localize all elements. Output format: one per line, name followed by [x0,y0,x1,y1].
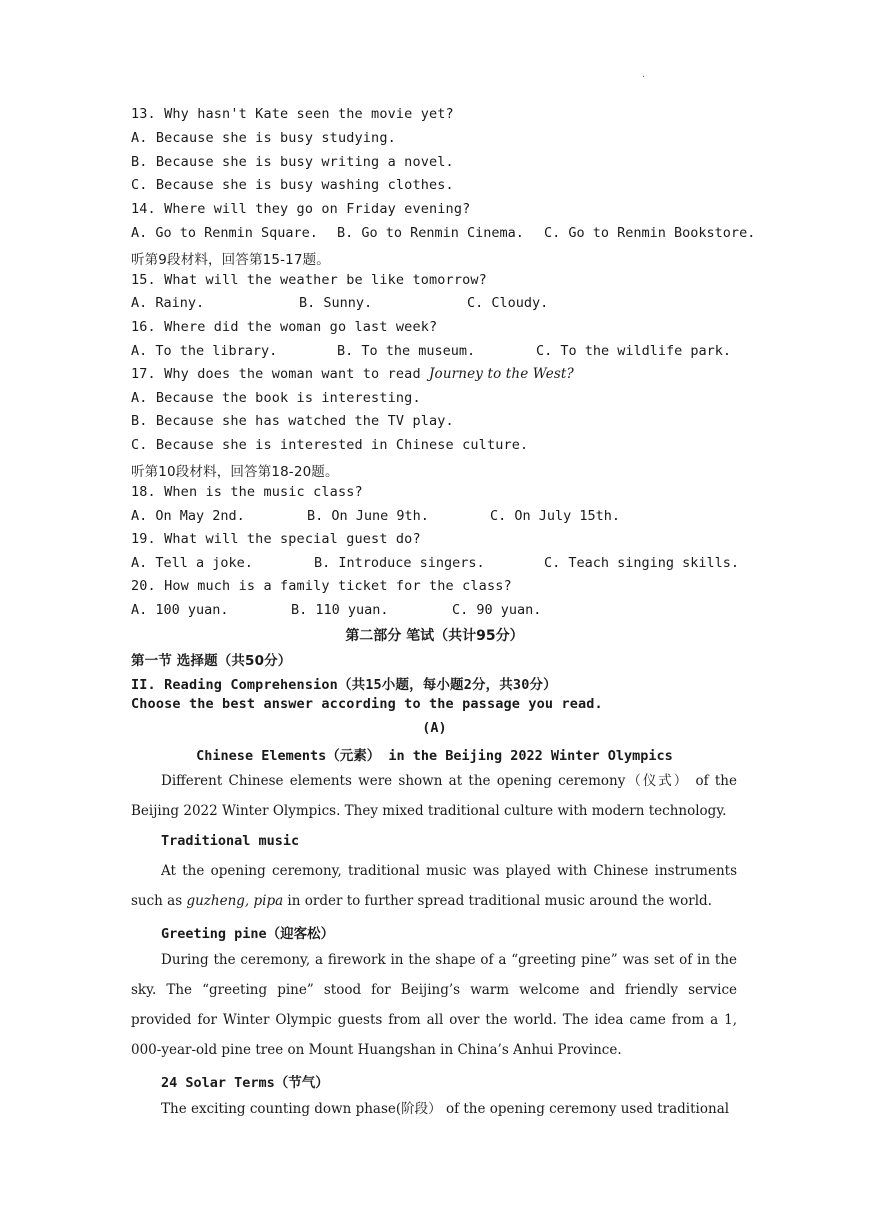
paragraph-greeting-pine: During the ceremony, a firework in the shape of a “greeting pine” was set of in the sky. The “greeting pine” stood for Beijing’s warm welcome and friendly service provided for Winter Olympic guests from all over the world. The idea came from a 1, 000-year-old pine tree on Mount Huangshan in China’s Anhui Province. [131,952,737,1058]
book-title: Journey to the West? [429,366,574,382]
option-17b: B. Because she has watched the TV play. [131,413,454,429]
option-15a: A. Rainy. [131,295,205,311]
option-19b: B. Introduce singers. [314,555,485,571]
question-17-text: 17. Why does the woman want to read [131,366,429,382]
question-17 [131,366,574,382]
p1-text-end: in order to further spread traditional music around the world. [283,893,712,909]
passage-intro: Different Chinese elements were shown at the opening ceremony（仪式） of the Beijing 2022 Winter Olympics. They mixed traditional culture with modern technology. [131,773,737,819]
option-16b: B. To the museum. [337,343,476,359]
question-13: 13. Why hasn't Kate seen the movie yet? [131,106,454,122]
option-16a: A. To the library. [131,343,278,359]
option-19a: A. Tell a joke. [131,555,253,571]
question-15: 15. What will the weather be like tomorrow? [131,272,487,288]
option-18a: A. On May 2nd. [131,508,245,524]
option-13b: B. Because she is busy writing a novel. [131,154,454,170]
paragraph-traditional-music [131,856,737,916]
heading-greeting-pine: Greeting pine（迎客松） [161,926,335,942]
option-17c: C. Because she is interested in Chinese culture. [131,437,529,453]
option-17a: A. Because the book is interesting. [131,390,421,406]
question-14: 14. Where will they go on Friday evening? [131,201,471,217]
option-15b: B. Sunny. [299,295,373,311]
question-19: 19. What will the special guest do? [131,531,421,547]
option-14a: A. Go to Renmin Square. [131,225,318,241]
question-18: 18. When is the music class? [131,484,363,500]
question-16: 16. Where did the woman go last week? [131,319,438,335]
option-14c: C. Go to Renmin Bookstore. [544,225,756,241]
option-13c: C. Because she is busy washing clothes. [131,177,454,193]
option-20c: C. 90 yuan. [452,602,542,618]
paragraph-solar-terms: The exciting counting down phase(阶段） of the opening ceremony used traditional [161,1101,730,1117]
passage-label: (A) [422,720,447,736]
part-2-title: 第二部分 笔试（共计95分） [345,628,524,644]
option-20a: A. 100 yuan. [131,602,229,618]
section-1-title: 第一节 选择题（共50分） [131,653,292,669]
option-19c: C. Teach singing skills. [544,555,740,571]
section-9-instruction: 听第9段材料，回答第15-17题。 [131,252,330,268]
reading-instruction: Choose the best answer according to the passage you read. [131,696,603,712]
option-15c: C. Cloudy. [467,295,549,311]
option-18b: B. On June 9th. [307,508,429,524]
p1-text-start: At the opening ceremony, traditional music was played with Chinese instruments such as [131,863,737,909]
option-16c: C. To the wildlife park. [536,343,732,359]
option-18c: C. On July 15th. [490,508,621,524]
section-10-instruction: 听第10段材料，回答第18-20题。 [131,464,339,480]
reading-comprehension-title: II. Reading Comprehension（共15小题，每小题2分，共30分） [131,677,557,693]
heading-solar-terms: 24 Solar Terms（节气） [161,1075,329,1091]
option-14b: B. Go to Renmin Cinema. [337,225,524,241]
instrument-names: guzheng, pipa [186,893,284,909]
option-20b: B. 110 yuan. [291,602,389,618]
page-mark: · [642,72,646,83]
option-13a: A. Because she is busy studying. [131,130,396,146]
heading-traditional-music: Traditional music [161,833,300,849]
passage-title: Chinese Elements（元素） in the Beijing 2022 Winter Olympics [196,748,673,764]
question-20: 20. How much is a family ticket for the class? [131,578,512,594]
